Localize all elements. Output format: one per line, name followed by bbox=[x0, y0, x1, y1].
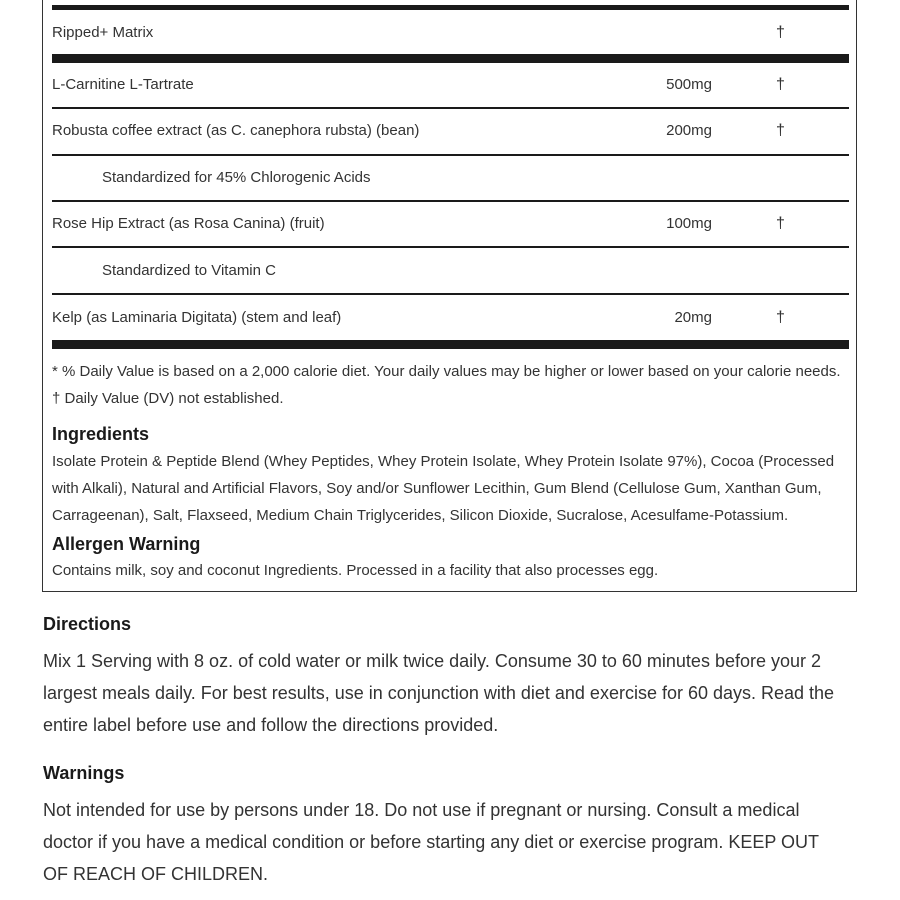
ingredient-standardization: Standardized to Vitamin C bbox=[102, 262, 276, 279]
directions-text: Mix 1 Serving with 8 oz. of cold water or milk twice daily. Consume 30 to 60 minutes before your 2 largest meals daily. For best results, use in conjunction with diet and exercise for 60 days. Read the entire label before use and follow the directions provided. bbox=[43, 651, 835, 735]
daily-value-footnote: * % Daily Value is based on a 2,000 calorie diet. Your daily values may be higher or lower based on your calorie needs. bbox=[52, 363, 841, 380]
allergen-text: Contains milk, soy and coconut Ingredients. Processed in a facility that also processes egg. bbox=[52, 562, 659, 579]
warnings-text: Not intended for use by persons under 18. Do not use if pregnant or nursing. Consult a medical doctor if you have a medical condition or before starting any diet or exercise program. KEEP OUT OF REACH OF CHILDREN. bbox=[43, 800, 819, 884]
matrix-title: Ripped+ Matrix bbox=[52, 24, 154, 41]
dagger-mark: † bbox=[776, 122, 785, 139]
ingredient-amount: 20mg bbox=[674, 309, 712, 326]
dagger-mark: † bbox=[776, 215, 785, 232]
dagger-mark: † bbox=[776, 76, 785, 93]
ingredient-name: Rose Hip Extract (as Rosa Canina) (fruit) bbox=[52, 215, 325, 232]
ingredient-amount: 500mg bbox=[666, 76, 712, 93]
ingredient-name: Robusta coffee extract (as C. canephora rubsta) (bean) bbox=[52, 122, 420, 139]
ingredient-standardization: Standardized for 45% Chlorogenic Acids bbox=[102, 169, 371, 186]
table-divider-thick bbox=[52, 340, 849, 349]
directions-heading: Directions bbox=[43, 614, 132, 634]
dv-not-established-footnote: † Daily Value (DV) not established. bbox=[52, 390, 284, 407]
table-divider-thick bbox=[52, 54, 849, 63]
table-divider bbox=[52, 246, 849, 248]
table-divider bbox=[52, 154, 849, 156]
allergen-heading: Allergen Warning bbox=[52, 534, 201, 554]
ingredient-amount: 100mg bbox=[666, 215, 712, 232]
warnings-heading: Warnings bbox=[43, 763, 125, 783]
ingredient-amount: 200mg bbox=[666, 122, 712, 139]
ingredients-text: Isolate Protein & Peptide Blend (Whey Peptides, Whey Protein Isolate, Whey Protein Isolate 97%), Cocoa (Processed with Alkali), Natural and Artificial Flavors, Soy and/or Sunflower Lecithin, Gum Blend (Cellulose Gum, Xanthan Gum, Carrageenan), Salt, Flaxseed, Medium Chain Triglycerides, Silicon Dioxide, Sucralose, Acesulfame-Potassium. bbox=[52, 453, 835, 524]
table-divider bbox=[52, 107, 849, 109]
table-divider bbox=[52, 200, 849, 202]
dagger-mark: † bbox=[776, 24, 785, 41]
supplement-facts-panel bbox=[42, 0, 857, 592]
table-divider-thick bbox=[52, 5, 849, 10]
ingredient-name: Kelp (as Laminaria Digitata) (stem and leaf) bbox=[52, 309, 342, 326]
ingredient-name: L-Carnitine L-Tartrate bbox=[52, 76, 194, 93]
ingredients-heading: Ingredients bbox=[52, 424, 150, 444]
table-divider bbox=[52, 293, 849, 295]
dagger-mark: † bbox=[776, 309, 785, 326]
